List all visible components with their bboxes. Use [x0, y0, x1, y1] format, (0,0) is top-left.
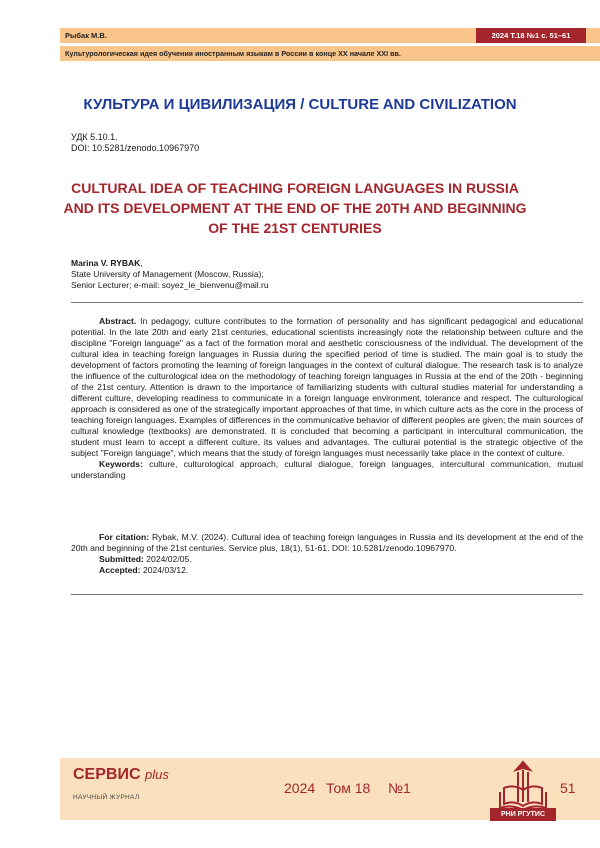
abstract-label: Abstract.	[99, 316, 137, 326]
citation-block	[71, 532, 583, 576]
accepted-date: 2024/03/12.	[142, 565, 189, 575]
submitted-date: 2024/02/05.	[146, 554, 192, 564]
journal-name: СЕРВИС	[73, 766, 141, 783]
citation-label: For citation:	[99, 532, 150, 542]
author-name-suffix: ,	[140, 258, 143, 268]
accepted-label: Accepted:	[99, 565, 141, 575]
article-meta	[71, 132, 199, 154]
page-number: 51	[560, 780, 576, 796]
divider-bottom	[71, 594, 583, 595]
header-issue-ref: 2024 Т.18 №1 с. 51–61	[476, 28, 586, 43]
journal-logo	[73, 766, 169, 784]
section-title: КУЛЬТУРА И ЦИВИЛИЗАЦИЯ / CULTURE AND CIVILIZATION	[83, 96, 517, 113]
abstract-block	[71, 316, 583, 481]
emblem-label: РНИ РГУТИС	[490, 808, 556, 821]
footer-volume: Том 18	[326, 780, 371, 796]
author-affiliation: State University of Management (Moscow, Russia);	[71, 269, 264, 279]
header-author: Рыбак М.В.	[65, 31, 107, 40]
author-block	[71, 258, 269, 291]
author-position: Senior Lecturer; e-mail: soyez_le_bienvenu@mail.ru	[71, 280, 269, 290]
running-title: Культурологическая идея обучения иностранным языкам в России в конце XX начале XXI вв.	[65, 49, 401, 58]
footer-year: 2024	[284, 780, 316, 796]
article-title: CULTURAL IDEA OF TEACHING FOREIGN LANGUAGES IN RUSSIA AND ITS DEVELOPMENT AT THE END OF THE 20TH AND BEGINNING OF THE 21ST CENTURIES	[63, 180, 527, 236]
footer-number: №1	[388, 780, 411, 796]
journal-subtitle: НАУЧНЫЙ ЖУРНАЛ	[73, 794, 140, 801]
divider-top	[71, 302, 583, 303]
citation-text: Rybak, M.V. (2024). Cultural idea of teaching foreign languages in Russia and its development at the end of the 20th and beginning of the 21st centuries. Service plus, 18(1), 51-61. DOI: 10.5281/zenodo.10967970.	[71, 532, 584, 553]
abstract-text: In pedagogy, culture contributes to the formation of personality and has significant pedagogical and educational potential. In the late 20th and early 21st centuries, educational scientists increasingly note the relationship between culture and the discipline "Foreign language" as a fact of the formation moral and aesthetic consciousness of the individual. The development of the cultural idea in teaching foreign languages in Russia during the specified period of time is studied. The main goal is to study the development of factors promoting the learning of foreign languages in the context of cultural dialogue. The research task is to analyze the influence of the culturological idea on the methodology of teaching foreign languages in Russia at the end of the 20th - beginning of the 21st century. Attention is drawn to the importance of familiarizing students with cultural studies material for understanding a different culture, developing readiness to communicate in a foreign language environment, tolerance and respect. The culturological approach is considered as one of the strategically important approaches of that time, in which culture acts as the core in the process of teaching foreign languages. Examples of differences in the communicative behavior of different peoples are given; the main sources of cultural knowledge (textbooks) are demonstrated. It is concluded that becoming a participant in intercultural communication, the student must learn to accept a different culture, its values and advantages. The cultural potential is the strategic objective of the subject "Foreign language", which means that the study of foreign languages must necessarily take place in the context of culture.	[71, 316, 583, 458]
keywords-label: Keywords:	[99, 459, 143, 469]
page-footer	[0, 758, 600, 848]
udk: УДК 5.10.1.	[71, 132, 118, 142]
running-title-bar	[60, 46, 600, 61]
journal-plus: plus	[144, 767, 169, 782]
submitted-label: Submitted:	[99, 554, 144, 564]
header-bar	[60, 28, 600, 43]
keywords-text: culture, culturological approach, cultural dialogue, foreign languages, intercultural communication, mutual understanding	[71, 459, 584, 480]
author-name: Marina V. RYBAK	[71, 258, 141, 268]
doi: DOI: 10.5281/zenodo.10967970	[71, 143, 200, 153]
